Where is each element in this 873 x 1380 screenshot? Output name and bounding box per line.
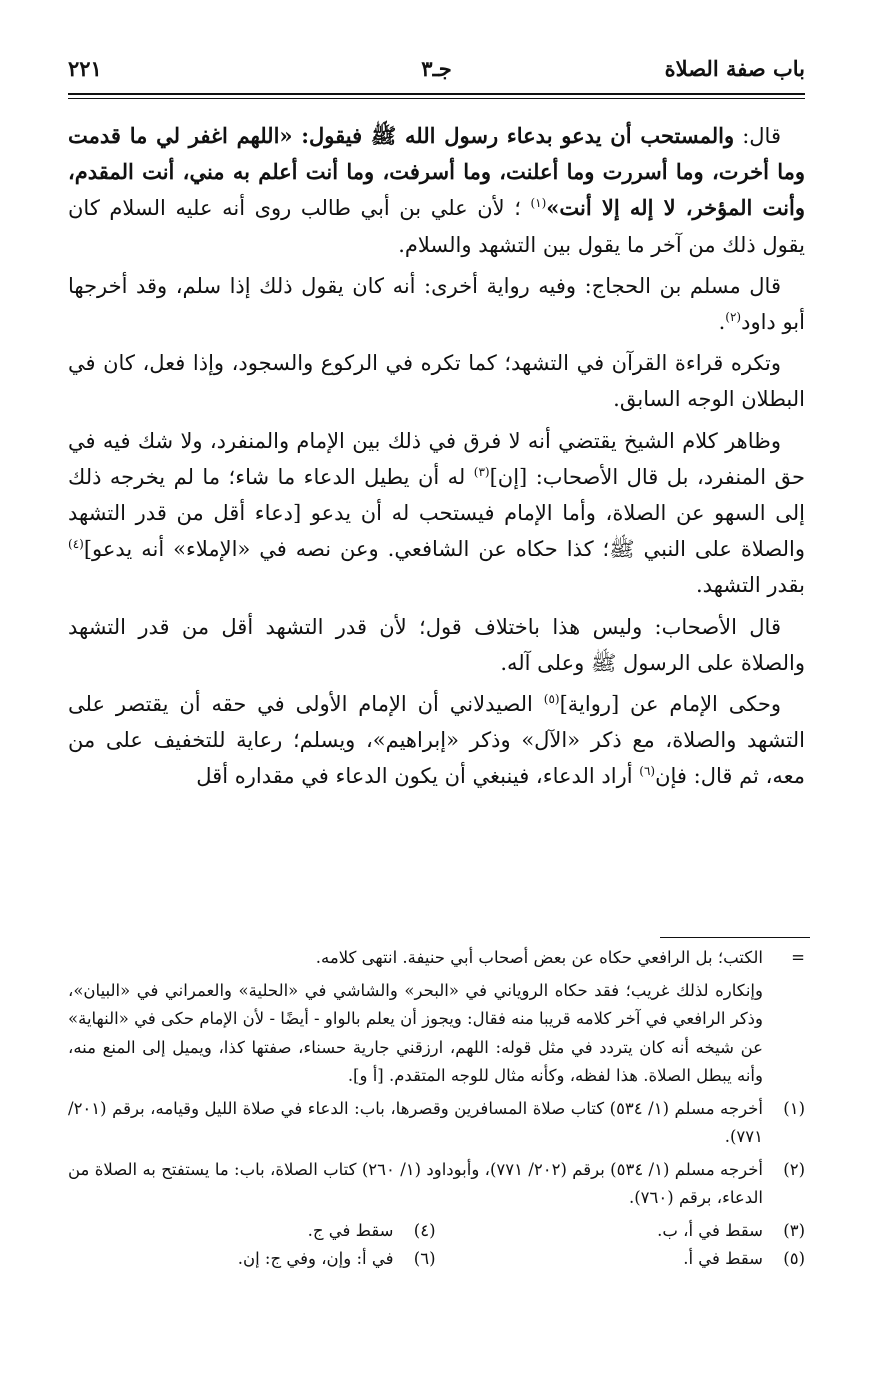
running-header xyxy=(68,56,805,88)
continuation-mark: = xyxy=(791,948,805,967)
footnote-ref: (٣) xyxy=(473,464,490,479)
footnote-6 xyxy=(68,1245,438,1274)
volume-label: جـ٣ xyxy=(421,56,452,81)
footnote-mark: (٣) xyxy=(783,1220,805,1240)
footnote-mark: (٤) xyxy=(413,1220,436,1240)
footnote-row xyxy=(68,1217,807,1246)
page-number: ٢٢١ xyxy=(68,56,102,81)
footnote-text: أخرجه مسلم (١/ ٥٣٤) برقم (٢٠٢/ ٧٧١)، وأبوداود (١/ ٢٦٠) كتاب الصلاة، باب: ما يستفتح به الصلاة من الدعاء، برقم (٧٦٠). xyxy=(68,1159,763,1207)
footnote-row xyxy=(68,1245,807,1274)
paragraph xyxy=(68,609,805,681)
footnote-mark: (١) xyxy=(783,1098,805,1118)
text-run: بقدر التشهد. xyxy=(696,573,805,598)
paragraph xyxy=(68,686,805,795)
text-run: الصيدلاني أن الإمام الأولى في حقه أن يقتصر على التشهد والصلاة، مع ذكر «الآل» وذكر «إبراهيم»، ويسلم؛ رعاية للتخفيف على من معه، ثم قال: فإن xyxy=(68,692,805,789)
header-rule-thin xyxy=(68,98,805,99)
chapter-title: باب صفة الصلاة xyxy=(664,56,805,81)
footnote-mark: (٢) xyxy=(783,1159,805,1179)
text-run: قال: xyxy=(734,124,781,148)
footnote-separator xyxy=(660,937,810,938)
header-rule xyxy=(68,93,805,95)
paragraph xyxy=(68,118,805,263)
footnote-mark: (٦) xyxy=(413,1249,436,1268)
text-run: . xyxy=(718,310,726,335)
footnote-ref: (٥) xyxy=(543,692,560,707)
footnote-text: في أ: وإن، وفي ج: إن. xyxy=(237,1249,394,1268)
footnote-4 xyxy=(68,1217,438,1246)
footnote-ref: (٦) xyxy=(639,764,656,779)
text-run: وتكره قراءة القرآن في التشهد؛ كما تكره في الركوع والسجود، وإذا فعل، كان في البطلان الوجه السابق. xyxy=(68,351,805,412)
footnote-continuation-paragraph: وإنكاره لذلك غريب؛ فقد حكاه الروياني في «البحر» والشاشي في «الحلية» والعمراني في «البيان»، وذكر الرافعي في آخر كلامه قريبا منه فقال: ويجوز أن يعلم بالواو - أيضًا - لأن الإمام حكى في «النهاية» عن شيخه أنه كان يتردد في مثل قوله: اللهم، ارزقني جارية حسناء، صفتها كذا، ويميل إلى المنع منه، وأنه يبطل الصلاة. هذا لفظه، وكأنه مثال للوجه المتقدم. [أ و]. xyxy=(68,980,763,1085)
text-run: له أن يطيل الدعاء ما شاء؛ ما لم يخرجه ذلك إلى السهو عن الصلاة، وأما الإمام فيستحب له أن يدعو [دعاء أقل من قدر التشهد والصلاة على النبي ﷺ؛ كذا حكاه عن الشافعي. وعن نصه في «الإملاء» أنه يدعو] xyxy=(68,464,805,562)
footnote-ref: (١) xyxy=(530,196,547,211)
footnote-text: الكتب؛ بل الرافعي حكاه عن بعض أصحاب أبي حنيفة. انتهى كلامه. xyxy=(315,948,763,967)
footnote-3 xyxy=(438,1217,808,1246)
text-run: وحكى الإمام عن [رواية] xyxy=(559,692,781,717)
paragraph xyxy=(68,345,805,417)
footnote-5 xyxy=(438,1245,808,1274)
footnote-text: سقط في أ. xyxy=(683,1249,763,1268)
footnote-ref: (٢) xyxy=(725,310,742,325)
text-run: أراد الدعاء، فينبغي أن يكون الدعاء في مقداره أقل xyxy=(196,764,640,789)
footnote-text: أخرجه مسلم (١/ ٥٣٤) كتاب صلاة المسافرين وقصرها، باب: الدعاء في صلاة الليل وقيامه، برقم (٢٠١/ ٧٧١). xyxy=(68,1098,763,1146)
footnote-text: سقط في ج. xyxy=(307,1220,394,1240)
footnote-mark: (٥) xyxy=(783,1249,805,1268)
text-run: قال مسلم بن الحجاج: وفيه رواية أخرى: أنه كان يقول ذلك إذا سلم، وقد أخرجها أبو داود xyxy=(68,273,805,335)
paragraph xyxy=(68,423,805,604)
main-text xyxy=(68,118,805,800)
text-run: ؛ لأن علي بن أبي طالب روى أنه عليه السلام كان يقول ذلك من آخر ما يقول بين التشهد والسلام. xyxy=(68,196,805,257)
footnote-ref: (٤) xyxy=(68,537,84,552)
footnotes xyxy=(68,944,807,1274)
bold-text: والمستحب أن يدعو بدعاء رسول الله ﷺ فيقول: «اللهم اغفر لي ما قدمت وما أخرت، وما أسررت وما أعلنت، وما أسرفت، وما أنت أعلم به مني، أنت المقدم، وأنت المؤخر، لا إله إلا أنت» xyxy=(68,123,805,221)
text-run: وظاهر كلام الشيخ يقتضي أنه لا فرق في ذلك بين الإمام والمنفرد، ولا شك فيه في حق المنفرد، بل قال الأصحاب: [إن] xyxy=(68,428,805,489)
footnote-text: سقط في أ، ب. xyxy=(657,1220,763,1240)
footnote-1 xyxy=(68,1095,807,1152)
footnote-2 xyxy=(68,1156,807,1213)
footnote-continuation xyxy=(68,944,807,973)
paragraph xyxy=(68,268,805,340)
text-run: قال الأصحاب: وليس هذا باختلاف قول؛ لأن قدر التشهد أقل من قدر التشهد والصلاة على الرسول ﷺ وعلى آله. xyxy=(68,614,805,675)
